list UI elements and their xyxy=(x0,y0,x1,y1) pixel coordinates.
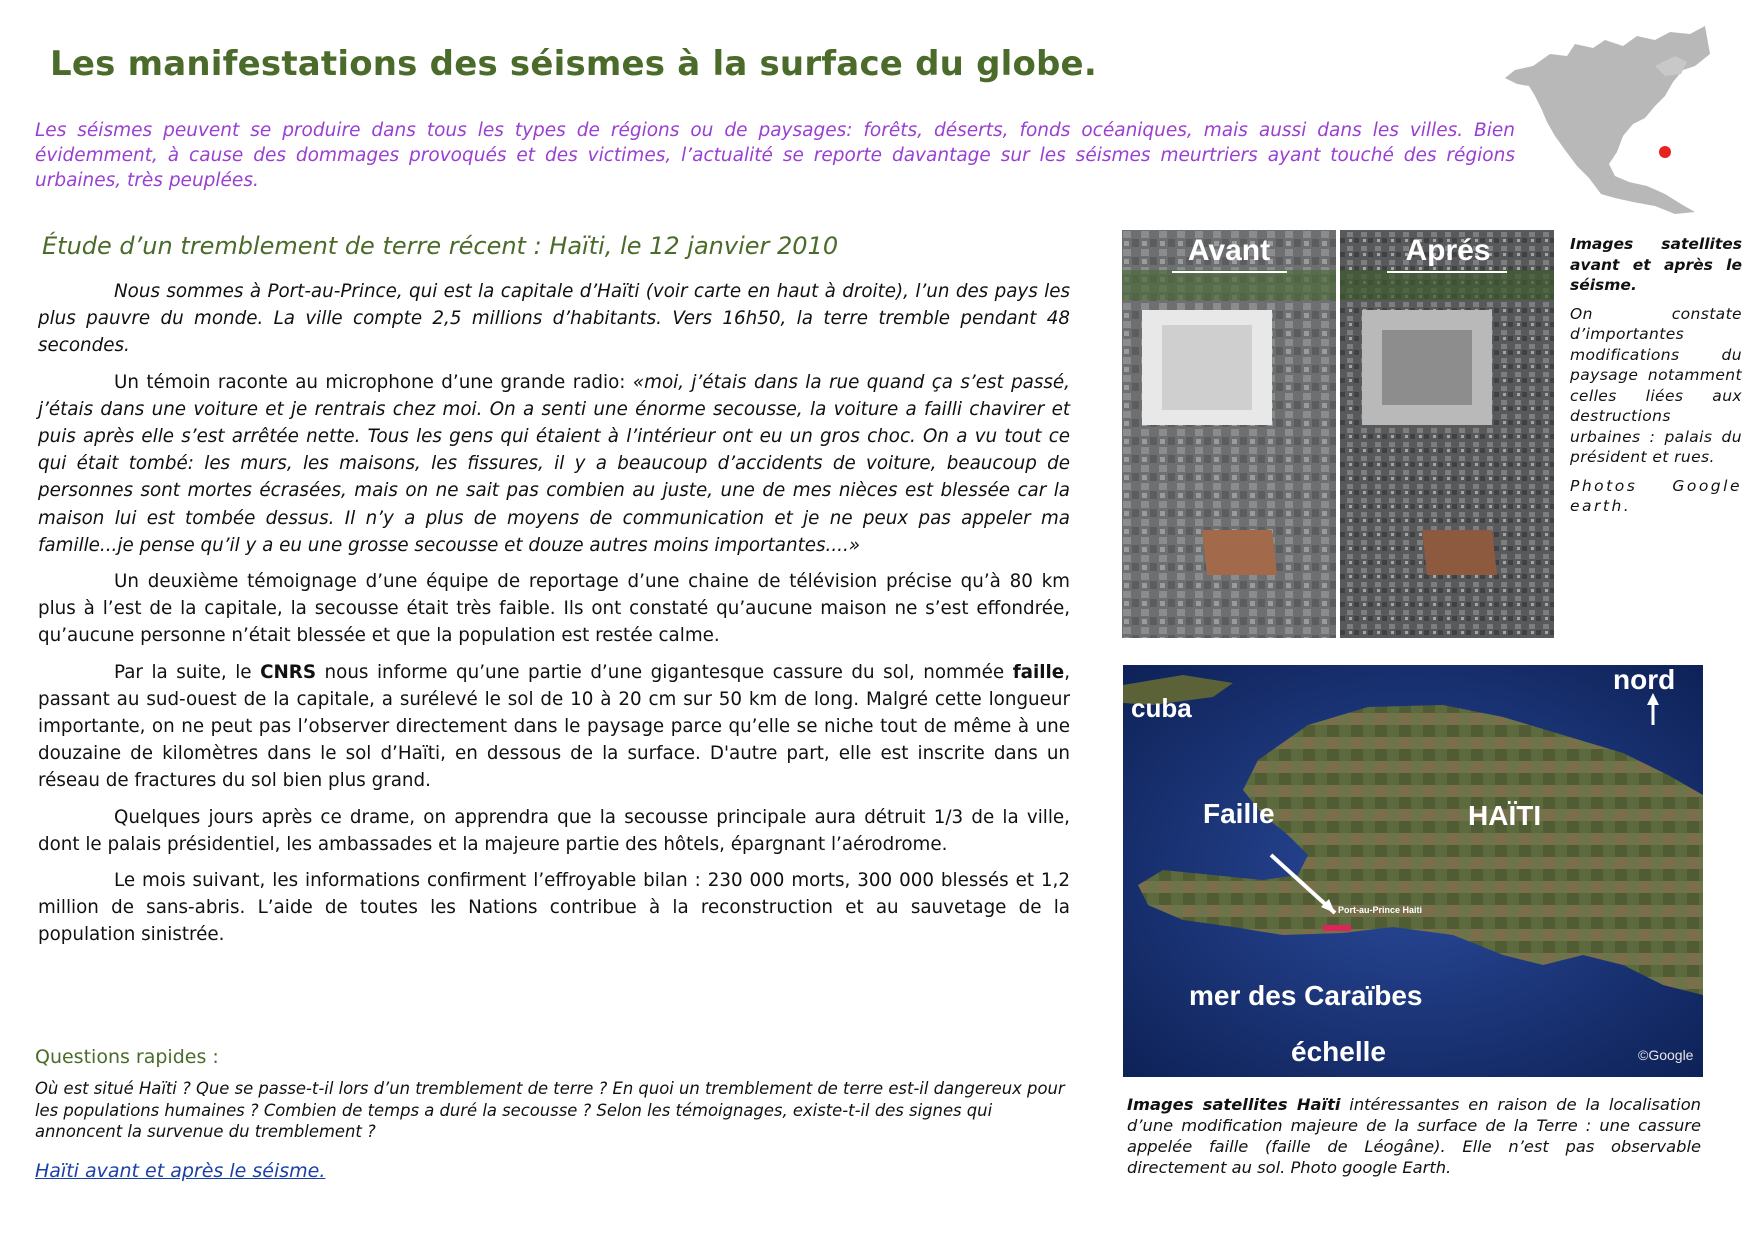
intro-paragraph: Les séismes peuvent se produire dans tous les types de régions ou de paysages: forêts, déserts, fonds océaniques, mais aussi dans les villes. Bien évidemment, à cause des dommages provoqués et des victimes, l’actualité se reporte davantage sur les séismes meurtriers ayant touché des régions urbaines, très peuplées. xyxy=(35,120,1515,191)
haiti-caption-rest: intéressantes en raison de la localisation d’une modification majeure de la surface de la Terre : une cassure appelée faille (faille de Léogâne). Elle n’est pas observable directement au sol. Photo google Earth. xyxy=(1127,1095,1701,1177)
label-cuba: cuba xyxy=(1131,693,1192,723)
p4-part-c: nous informe qu’une partie d’une gigantesque cassure du sol, nommée xyxy=(316,661,1013,683)
label-nord: nord xyxy=(1613,665,1676,695)
article-body xyxy=(38,278,1070,958)
paragraph-4 xyxy=(38,659,1070,795)
caption-body: On constate d’importantes modifications du paysage notamment celles liées aux destructions urbaines : palais du président et rues. xyxy=(1570,304,1742,466)
haiti-caption-bold: Images satellites Haïti xyxy=(1127,1095,1341,1114)
testimony-quote: «moi, j’étais dans la rue quand ça s’est passé, j’étais dans une voiture et je rentrais chez moi. On a senti une énorme secousse, la voiture a failli chavirer et puis après elle s’est arrêtée nette. Tous les gens qui étaient à l’intérieur ont eu un gros choc. On a vu tout ce qui était tombé: les murs, les maisons, les fissures, il y a beaucoup d’accidents de voiture, beaucoup de personnes sont mortes écrasées, mais on ne sait pas combien au juste, une de mes nièces est blessée car la maison lui est tombée dessus. Il n’y a plus de moyens de communication et je ne peux pas appeler ma famille...je pense qu’il y a eu une grosse secousse et douze autres moins importantes....» xyxy=(38,371,1070,556)
label-google: ©Google xyxy=(1638,1047,1694,1063)
questions-text: Où est situé Haïti ? Que se passe-t-il lors d’un tremblement de terre ? En quoi un tremblement de terre est-il dangereux pour les populations humaines ? Combien de temps a duré la secousse ? Selon les témoignages, existe-t-il des signes qui annoncent la survenue du tremblement ? xyxy=(35,1079,1065,1141)
paragraph-2 xyxy=(38,369,1070,559)
paragraph-5: Quelques jours après ce drame, on apprendra que la secousse principale aura détruit 1/3 de la ville, dont le palais présidentiel, les ambassades et la majeure partie des hôtels, épargnant l’aérodrome. xyxy=(38,806,1070,855)
north-america-map xyxy=(1505,26,1710,216)
questions-title: Questions rapides : xyxy=(35,1046,219,1068)
page-title: Les manifestations des séismes à la surface du globe. xyxy=(50,44,1097,84)
paragraph-3: Un deuxième témoignage d’une équipe de reportage d’une chaine de télévision précise qu’à 80 km plus à l’est de la capitale, la secousse était très faible. Ils ont constaté qu’aucune maison ne s’est effondrée, qu’aucune personne n’était blessée et que la population est restée calme. xyxy=(38,571,1070,647)
paragraph-1: Nous sommes à Port-au-Prince, qui est la capitale d’Haïti (voir carte en haut à droite), l’un des pays les plus pauvre du monde. La ville compte 2,5 millions d’habitants. Vers 16h50, la terre tremble pendant 48 secondes. xyxy=(38,281,1070,357)
label-avant: Avant xyxy=(1187,234,1271,267)
continent-shape xyxy=(1505,26,1710,214)
label-haiti: HAÏTI xyxy=(1468,800,1542,831)
label-apres: Aprés xyxy=(1405,234,1491,267)
label-city: Port-au-Prince Haiti xyxy=(1338,905,1423,915)
label-faille: Faille xyxy=(1203,798,1275,829)
haiti-marker xyxy=(1659,146,1671,158)
haiti-satellite-map xyxy=(1123,665,1703,1077)
p4-part-e: , passant au sud-ouest de la capitale, a surélevé le sol de 10 à 20 cm sur 50 km de long. Malgré cette longueur importante, on ne peut pas l’observer directement dans le paysage parce qu’elle se niche tout de même à une douzaine de kilomètres dans le sol d’Haïti, en dessous de la surface. D'autre part, elle est inscrite dans un réseau de fractures du sol bien plus grand. xyxy=(38,661,1070,792)
testimony-intro: Un témoin raconte au microphone d’une grande radio: xyxy=(114,371,633,393)
haiti-before-after-link[interactable]: Haïti avant et après le séisme. xyxy=(35,1160,326,1182)
caption-title: Images satellites avant et après le séisme. xyxy=(1570,235,1742,294)
faille-term: faille xyxy=(1012,661,1065,683)
label-scale: échelle xyxy=(1291,1036,1386,1067)
section-title: Étude d’un tremblement de terre récent : Haïti, le 12 janvier 2010 xyxy=(42,232,839,260)
satellite-before-after-image xyxy=(1122,230,1554,638)
fault-marker xyxy=(1323,925,1351,931)
p4-part-a: Par la suite, le xyxy=(114,661,261,683)
caption-credit: Photos Google earth. xyxy=(1570,476,1742,515)
satellite-compare-caption xyxy=(1570,234,1742,517)
paragraph-6: Le mois suivant, les informations confirment l’effroyable bilan : 230 000 morts, 300 000 blessés et 1,2 million de sans-abris. L’aide de toutes les Nations contribue à la reconstruction et au sauvetage de la population sinistrée. xyxy=(38,870,1070,946)
label-sea: mer des Caraïbes xyxy=(1189,980,1423,1011)
haiti-map-caption xyxy=(1127,1094,1701,1178)
cnrs-term: CNRS xyxy=(260,661,317,683)
